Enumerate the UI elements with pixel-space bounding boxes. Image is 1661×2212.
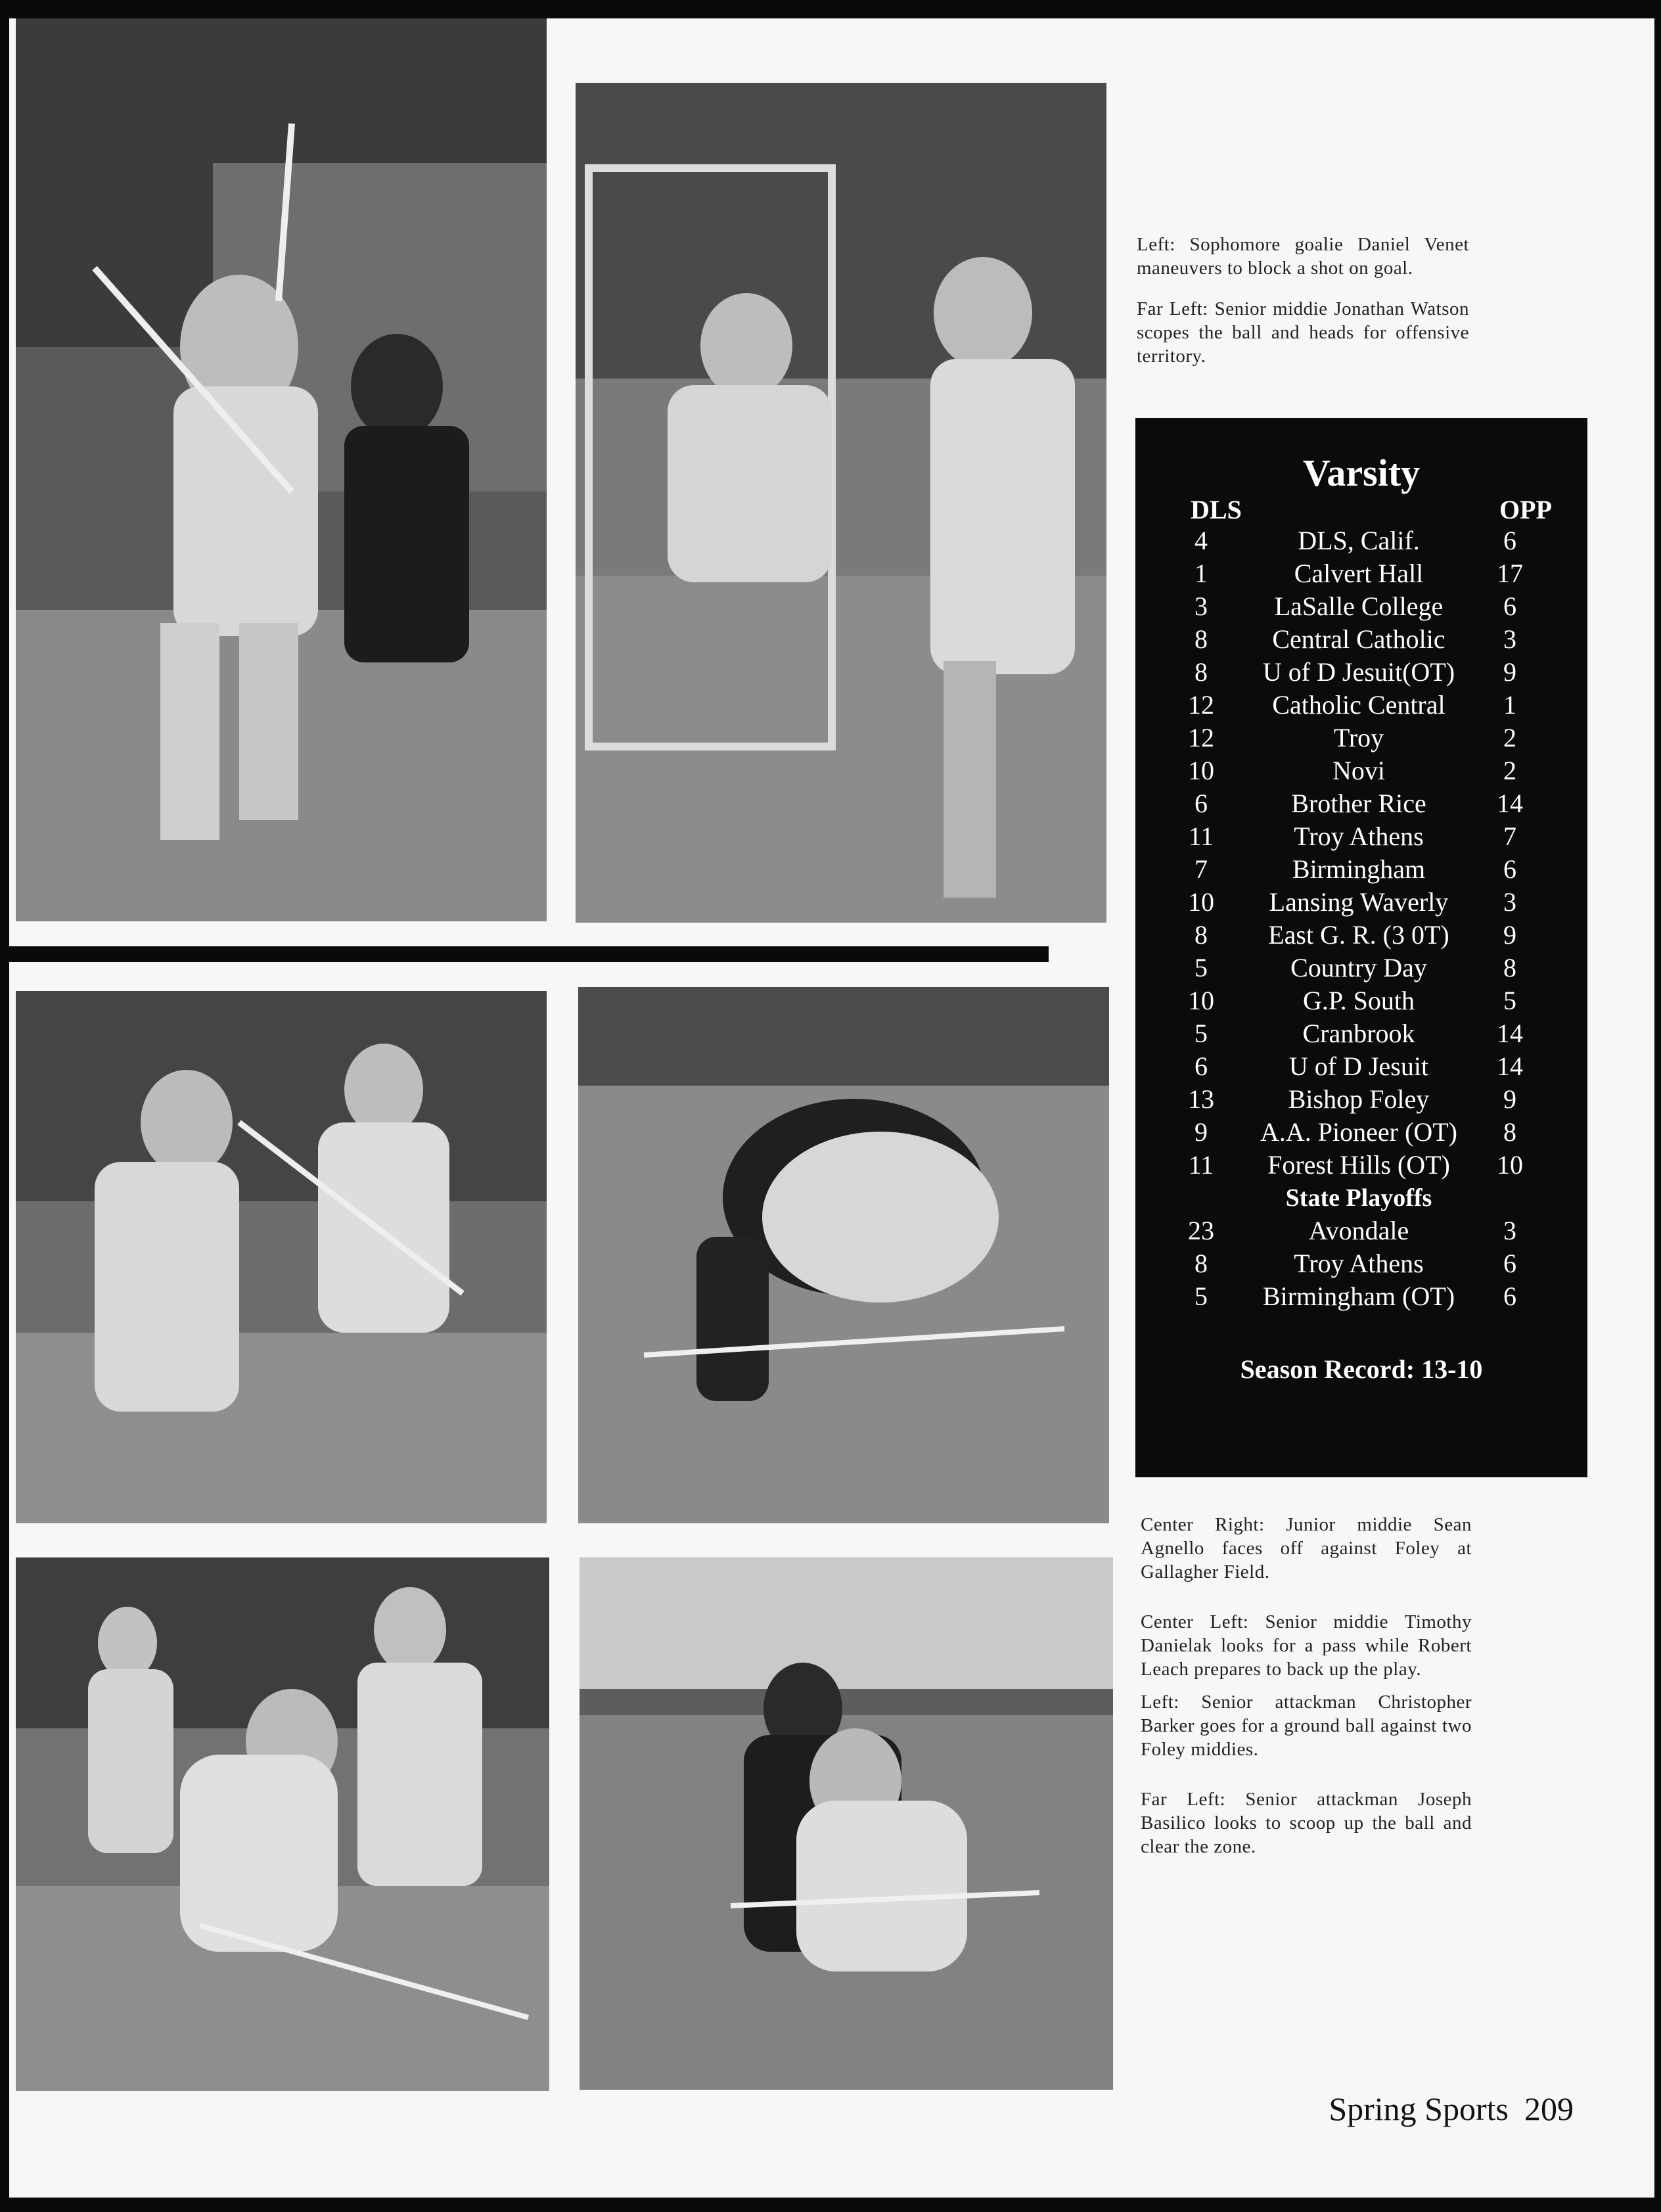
opp-score: 8 (1503, 953, 1516, 982)
column-header-opp: OPP (1499, 495, 1552, 524)
captions-bottom (1141, 1513, 1472, 1876)
dls-score: 5 (1195, 1019, 1208, 1048)
opponent-name: DLS, Calif. (1298, 526, 1420, 555)
dls-score: 1 (1195, 559, 1208, 588)
game-row (1135, 754, 1587, 787)
season-record: Season Record: 13-10 (1240, 1354, 1483, 1384)
captions-top (1137, 233, 1469, 385)
opp-score: 8 (1503, 1117, 1516, 1147)
game-row (1135, 1050, 1587, 1083)
opponent-name: Lansing Waverly (1269, 887, 1449, 917)
dls-score: 13 (1188, 1084, 1214, 1114)
opponent-name: Novi (1332, 756, 1385, 785)
page-footer (1313, 2090, 1574, 2128)
opponent-name: Country Day (1290, 953, 1427, 982)
opponent-name: U of D Jesuit (1288, 1051, 1429, 1081)
playoffs-label (1135, 1182, 1587, 1214)
game-row (1135, 1116, 1587, 1149)
game-row (1135, 1214, 1587, 1247)
opp-score: 5 (1503, 986, 1516, 1015)
game-row (1135, 623, 1587, 656)
opponent-name: Birmingham (OT) (1262, 1281, 1455, 1311)
opponent-name: Central Catholic (1272, 624, 1445, 654)
game-row (1135, 656, 1587, 689)
game-row (1135, 1017, 1587, 1050)
dls-score: 8 (1195, 920, 1208, 950)
dls-score: 8 (1195, 1249, 1208, 1278)
photo-player-passing (16, 991, 547, 1523)
opp-score: 2 (1503, 756, 1516, 785)
page-edge (0, 18, 9, 2198)
opp-score: 14 (1497, 1019, 1523, 1048)
photo-goalie (576, 83, 1106, 923)
dls-score: 8 (1195, 657, 1208, 687)
opp-score: 6 (1503, 1281, 1516, 1311)
game-row (1135, 1149, 1587, 1182)
opponent-name: Troy Athens (1294, 1249, 1424, 1278)
dls-score: 12 (1188, 690, 1214, 720)
dls-score: 9 (1195, 1117, 1208, 1147)
dls-score: 8 (1195, 624, 1208, 654)
results-list (1135, 524, 1587, 1313)
opponent-name: Troy (1333, 723, 1384, 752)
opp-score: 6 (1503, 854, 1516, 884)
game-row (1135, 853, 1587, 886)
opp-score: 3 (1503, 1216, 1516, 1245)
dls-score: 3 (1195, 591, 1208, 621)
dls-score: 23 (1188, 1216, 1214, 1245)
divider-bar (0, 946, 1049, 962)
dls-score: 6 (1195, 789, 1208, 818)
dls-score: 10 (1188, 986, 1214, 1015)
photo-scoop (580, 1557, 1113, 2090)
opp-score: 14 (1497, 789, 1523, 818)
opp-score: 3 (1503, 887, 1516, 917)
opp-score: 6 (1503, 1249, 1516, 1278)
opp-score: 3 (1503, 624, 1516, 654)
dls-score: 4 (1195, 526, 1208, 555)
opponent-name: G.P. South (1302, 986, 1415, 1015)
game-row (1135, 919, 1587, 952)
game-row (1135, 689, 1587, 722)
game-row (1135, 590, 1587, 623)
caption-barker: Left: Senior attackman Christopher Barker goes for a ground ball against two Foley middies. (1141, 1692, 1472, 1760)
opp-score: 10 (1497, 1150, 1523, 1180)
dls-score: 6 (1195, 1051, 1208, 1081)
dls-score: 5 (1195, 953, 1208, 982)
opponent-name: Cranbrook (1302, 1019, 1415, 1048)
opp-score: 17 (1497, 559, 1523, 588)
game-row (1135, 1280, 1587, 1313)
opponent-name: Calvert Hall (1294, 559, 1424, 588)
opp-score: 14 (1497, 1051, 1523, 1081)
opponent-name: LaSalle College (1274, 591, 1444, 621)
caption-middie-watson: Far Left: Senior middie Jonathan Watson scopes the ball and heads for offensive territory. (1137, 298, 1469, 367)
opponent-name: Troy Athens (1294, 821, 1424, 851)
game-row (1135, 886, 1587, 919)
opp-score: 6 (1503, 526, 1516, 555)
opponent-name: Catholic Central (1272, 690, 1445, 720)
dls-score: 7 (1195, 854, 1208, 884)
game-row (1135, 524, 1587, 557)
caption-goalie: Left: Sophomore goalie Daniel Venet maneuvers to block a shot on goal. (1137, 234, 1469, 279)
opp-score: 9 (1503, 657, 1516, 687)
playoffs-heading: State Playoffs (1285, 1184, 1432, 1212)
dls-score: 10 (1188, 756, 1214, 785)
section-title: Spring Sports (1329, 2090, 1509, 2127)
dls-score: 11 (1188, 1150, 1214, 1180)
game-row (1135, 1083, 1587, 1116)
opp-score: 2 (1503, 723, 1516, 752)
caption-danielak: Center Left: Senior middie Timothy Danielak looks for a pass while Robert Leach prepares to back up the play. (1141, 1611, 1472, 1680)
opponent-name: U of D Jesuit(OT) (1262, 657, 1455, 687)
photo-ground-ball (16, 1557, 549, 2091)
opp-score: 9 (1503, 920, 1516, 950)
dls-score: 12 (1188, 723, 1214, 752)
opponent-name: Forest Hills (OT) (1267, 1150, 1450, 1180)
game-row (1135, 787, 1587, 820)
photo-faceoff (578, 987, 1109, 1523)
dls-score: 10 (1188, 887, 1214, 917)
game-row (1135, 820, 1587, 853)
opponent-name: Brother Rice (1291, 789, 1426, 818)
game-row (1135, 952, 1587, 984)
caption-basilico: Far Left: Senior attackman Joseph Basilico looks to scoop up the ball and clear the zone. (1141, 1789, 1472, 1857)
game-row (1135, 1247, 1587, 1280)
opponent-name: Bishop Foley (1288, 1084, 1430, 1114)
varsity-scoreboard (1135, 418, 1587, 1477)
game-row (1135, 557, 1587, 590)
opp-score: 9 (1503, 1084, 1516, 1114)
opp-score: 7 (1503, 821, 1516, 851)
dls-score: 11 (1188, 821, 1214, 851)
opponent-name: Birmingham (1292, 854, 1426, 884)
scoreboard-title: Varsity (1302, 451, 1421, 494)
dls-score: 5 (1195, 1281, 1208, 1311)
opponent-name: East G. R. (3 0T) (1268, 920, 1449, 950)
photo-middie-running (16, 18, 547, 921)
opponent-name: A.A. Pioneer (OT) (1260, 1117, 1457, 1147)
column-header-dls: DLS (1191, 495, 1242, 524)
opp-score: 1 (1503, 690, 1516, 720)
caption-agnello: Center Right: Junior middie Sean Agnello faces off against Foley at Gallagher Field. (1141, 1514, 1472, 1582)
game-row (1135, 722, 1587, 754)
page-number: 209 (1524, 2090, 1574, 2127)
opp-score: 6 (1503, 591, 1516, 621)
game-row (1135, 984, 1587, 1017)
opponent-name: Avondale (1308, 1216, 1409, 1245)
